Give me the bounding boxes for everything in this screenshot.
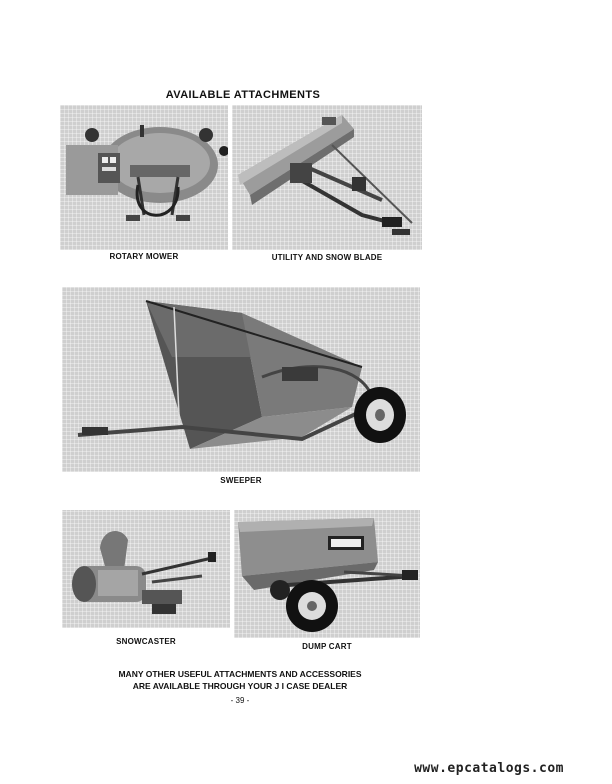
page-number: - 39 - bbox=[230, 696, 250, 705]
dump-cart-photo bbox=[234, 510, 420, 638]
utility-snow-blade-caption: UTILITY AND SNOW BLADE bbox=[271, 253, 383, 262]
footer-line-1: MANY OTHER USEFUL ATTACHMENTS AND ACCESSORIES bbox=[118, 669, 362, 679]
sweeper-caption: SWEEPER bbox=[220, 476, 262, 485]
rotary-mower-photo bbox=[60, 105, 228, 250]
sweeper-photo bbox=[62, 287, 420, 472]
dump-cart-caption: DUMP CART bbox=[302, 642, 352, 651]
watermark-link[interactable]: www.epcatalogs.com bbox=[414, 761, 564, 776]
footer-line-2: ARE AVAILABLE THROUGH YOUR J I CASE DEALER bbox=[132, 681, 348, 691]
snowcaster-photo bbox=[62, 510, 230, 628]
snowcaster-caption: SNOWCASTER bbox=[116, 637, 176, 646]
rotary-mower-caption: ROTARY MOWER bbox=[109, 252, 179, 261]
utility-snow-blade-photo bbox=[232, 105, 422, 250]
page-title: AVAILABLE ATTACHMENTS bbox=[165, 89, 321, 101]
